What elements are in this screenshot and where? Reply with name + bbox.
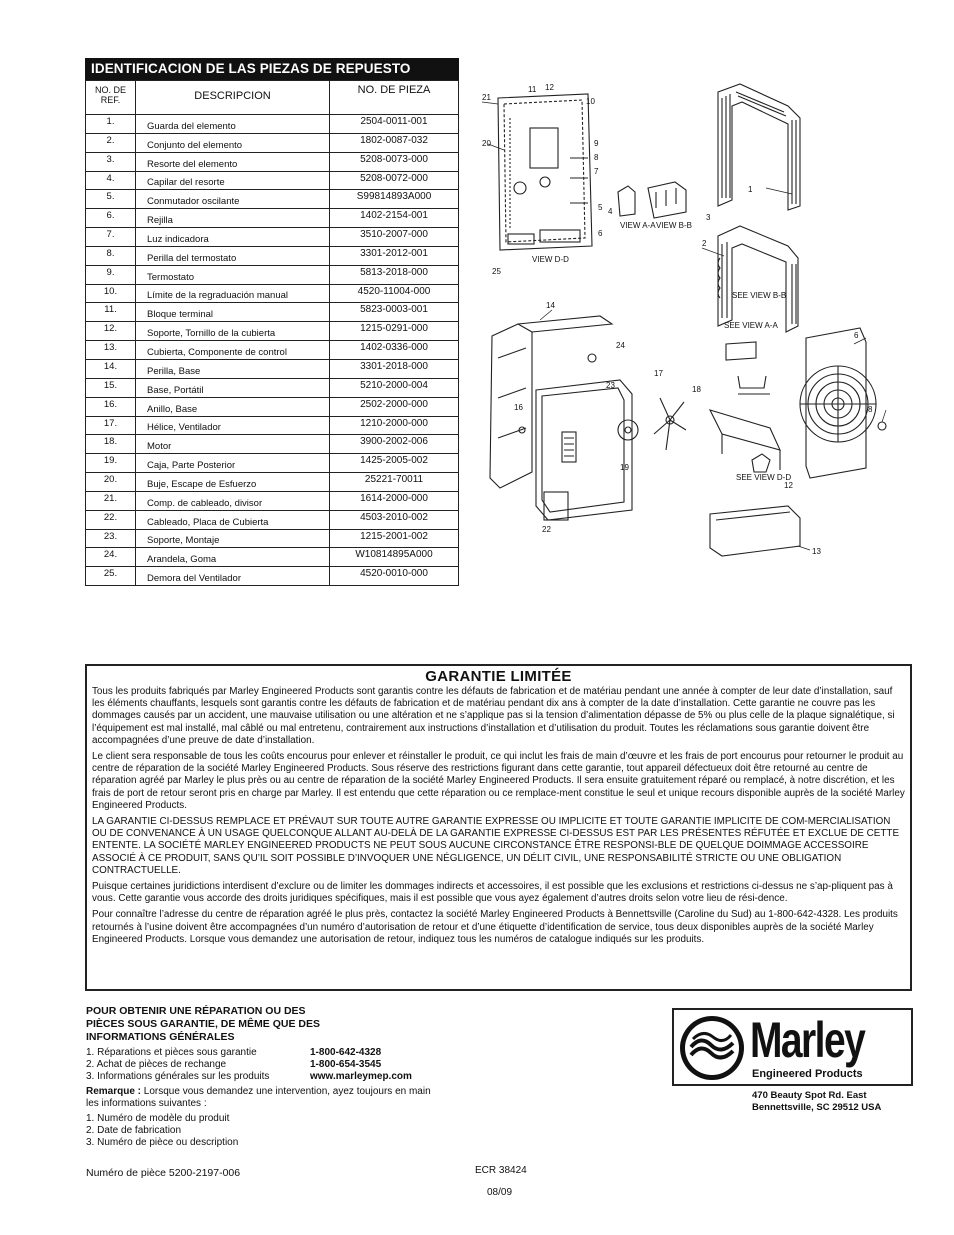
callout-24: 24 <box>616 341 625 350</box>
marley-logo <box>672 1008 913 1086</box>
callout-17: 17 <box>654 369 663 378</box>
description-cell: Capilar del resorte <box>136 171 330 190</box>
warranty-paragraph: Tous les produits fabriqués par Marley Engineered Products sont garantis contre les défauts de fabrication et de matériau pendant une année à compter de leur date d’installation, sauf les éléments chauffants, lesquels sont garantis contre les défauts de fabrication et de matériau pendant dix ans à compter de la date d’installation. Cette garantie ne couvre pas les dommages causés par un accident, une mauvaise utilisation ou une altération et ne s’applique pas si la tension d’alimentation dépasse de 5% ou plus celle de la plaque signalétique, si l’équipement est mal installé, mal câblé ou mal entretenu, contrairement aux instructions d’installation et d’utilisation du produit. Toutes les réclamations sous garantie doivent être accompagnées d’une preuve de date d’installation. <box>92 686 895 746</box>
parts-table-row <box>86 529 459 548</box>
service-heading-line2: PIÈCES SOUS GARANTIE, DE MÊME QUE DES <box>86 1018 320 1030</box>
marley-emblem-icon <box>677 1013 747 1083</box>
view-d-d-label: VIEW D-D <box>532 255 569 264</box>
parts-table-row <box>86 228 459 247</box>
description-cell: Rejilla <box>136 209 330 228</box>
part-number-cell: 1215-0291-000 <box>330 322 459 341</box>
parts-table-row <box>86 322 459 341</box>
ref-number-header-line1: NO. DE <box>94 85 126 95</box>
description-header: DESCRIPCION <box>136 81 330 115</box>
ref-number-cell: 25. <box>86 567 136 586</box>
part-number-header: NO. DE PIEZA <box>330 81 459 115</box>
parts-table-header-row <box>86 81 459 115</box>
description-cell: Resorte del elemento <box>136 152 330 171</box>
address-line2: Bennettsville, SC 29512 USA <box>752 1102 882 1113</box>
part-number-cell: 4520-11004-000 <box>330 284 459 303</box>
ref-number-cell: 23. <box>86 529 136 548</box>
remark-text: Lorsque vous demandez une intervention, ayez toujours en main les informations suivantes : <box>86 1086 431 1109</box>
ref-number-cell: 24. <box>86 548 136 567</box>
description-cell: Buje, Escape de Esfuerzo <box>136 473 330 492</box>
required-info-item: 2. Date de fabrication <box>86 1125 182 1136</box>
document-part-number: Numéro de pièce 5200-2197-006 <box>86 1167 241 1179</box>
callout-8: 8 <box>868 405 873 414</box>
contact-phone-warranty[interactable]: 1-800-642-4328 <box>310 1047 382 1058</box>
description-cell: Perilla, Base <box>136 359 330 378</box>
callout-21: 21 <box>482 93 491 102</box>
description-cell: Anillo, Base <box>136 397 330 416</box>
ref-number-cell: 10. <box>86 284 136 303</box>
callout-6-top: 6 <box>598 229 603 238</box>
callout-19: 19 <box>620 463 629 472</box>
service-info <box>86 1005 446 1149</box>
exploded-parts-diagram <box>470 58 910 598</box>
parts-table-row <box>86 397 459 416</box>
ref-number-cell: 11. <box>86 303 136 322</box>
parts-table-row <box>86 246 459 265</box>
required-info-item: 3. Numéro de pièce ou description <box>86 1137 239 1148</box>
see-view-d-d-label: SEE VIEW D-D <box>736 473 792 482</box>
callout-11: 11 <box>528 85 537 94</box>
ref-number-cell: 8. <box>86 246 136 265</box>
document-date: 08/09 <box>487 1187 513 1198</box>
callout-7: 7 <box>594 167 599 176</box>
description-cell: Conmutador oscilante <box>136 190 330 209</box>
parts-table-row <box>86 454 459 473</box>
ref-number-cell: 18. <box>86 435 136 454</box>
part-number-cell: 4520-0010-000 <box>330 567 459 586</box>
callout-3: 3 <box>706 213 711 222</box>
parts-table-title: IDENTIFICACION DE LAS PIEZAS DE REPUESTO <box>85 58 459 80</box>
ref-number-cell: 19. <box>86 454 136 473</box>
callout-6: 6 <box>854 331 859 340</box>
view-b-b-label: VIEW B-B <box>656 221 693 230</box>
parts-table-row <box>86 510 459 529</box>
parts-table <box>85 80 459 586</box>
description-cell: Base, Portátil <box>136 378 330 397</box>
ref-number-cell: 14. <box>86 359 136 378</box>
callout-16: 16 <box>514 403 523 412</box>
parts-table-row <box>86 133 459 152</box>
service-heading <box>86 1005 446 1044</box>
parts-table-row <box>86 435 459 454</box>
description-cell: Termostato <box>136 265 330 284</box>
parts-table-body <box>86 115 459 586</box>
callout-14: 14 <box>546 301 555 310</box>
parts-table-row <box>86 416 459 435</box>
ref-number-cell: 22. <box>86 510 136 529</box>
description-cell: Caja, Parte Posterior <box>136 454 330 473</box>
part-number-cell: 1402-0336-000 <box>330 341 459 360</box>
part-number-cell: 25221-70011 <box>330 473 459 492</box>
warranty-paragraph: Pour connaître l’adresse du centre de réparation agréé le plus près, contactez la société Marley Engineered Products à Bennettsville (Caroline du Sud) au 1-800-642-4328. Les produits retournés à l’usine doivent être accompagnées d’un numéro d’autorisation de retour et d’une étiquette d’identification de service, tous deux disponibles auprès de la société Marley Engineered Products. Lorsque vous demandez une autorisation de retour, indiquez tous les numéros de catalogue indiqués sur les produits. <box>92 909 898 945</box>
description-cell: Guarda del elemento <box>136 115 330 134</box>
service-heading-line3: INFORMATIONS GÉNÉRALES <box>86 1031 235 1043</box>
parts-table-row <box>86 473 459 492</box>
callout-1: 1 <box>748 185 753 194</box>
part-number-cell: 3301-2012-001 <box>330 246 459 265</box>
limited-warranty-box <box>85 664 912 991</box>
part-number-cell: 1614-2000-000 <box>330 491 459 510</box>
contact-row <box>86 1047 446 1059</box>
address-line1: 470 Beauty Spot Rd. East <box>752 1090 867 1101</box>
ref-number-cell: 2. <box>86 133 136 152</box>
control-box-outline <box>498 94 592 250</box>
description-cell: Bloque terminal <box>136 303 330 322</box>
description-cell: Hélice, Ventilador <box>136 416 330 435</box>
parts-table-row <box>86 265 459 284</box>
description-cell: Conjunto del elemento <box>136 133 330 152</box>
part-number-cell: 5208-0073-000 <box>330 152 459 171</box>
contact-row <box>86 1059 446 1071</box>
warranty-paragraph: Le client sera responsable de tous les coûts encourus pour enlever et réinstaller le produit, ce qui inclut les frais de main d’œuvre et les frais de port encourus pour retourner le produit au centre de réparation de la société Marley Engineered Products. Sous réserve des restrictions figurant dans cette garantie, tout appareil défectueux doit être retourné au centre de réparation agréé par Marley le plus près ou au centre de réparation de la société Marley Engineered Products. Il sera ensuite gratuitement réparé ou remplacé, à notre discrétion, et les frais de port de retour seront pris en charge par Marley. Il est entendu que cette réparation ou ce remplace-ment constitue le seul et unique recours disponible auprès de la société Marley Engineered Products. <box>92 751 905 811</box>
ref-number-cell: 3. <box>86 152 136 171</box>
company-address <box>752 1090 881 1114</box>
parts-table-row <box>86 567 459 586</box>
contact-phone-parts[interactable]: 1-800-654-3545 <box>310 1059 382 1070</box>
description-cell: Soporte, Tornillo de la cubierta <box>136 322 330 341</box>
description-cell: Luz indicadora <box>136 228 330 247</box>
ref-number-header-line2: REF. <box>100 95 121 105</box>
ref-number-cell: 4. <box>86 171 136 190</box>
callout-25: 25 <box>492 267 501 276</box>
callout-20: 20 <box>482 139 491 148</box>
part-number-cell: 1215-2001-002 <box>330 529 459 548</box>
description-cell: Perilla del termostato <box>136 246 330 265</box>
ref-number-cell: 9. <box>86 265 136 284</box>
part-number-cell: W10814895A000 <box>330 548 459 567</box>
logo-wordmark: Marley <box>750 1012 865 1068</box>
part-number-cell: 1210-2000-000 <box>330 416 459 435</box>
callout-10: 10 <box>586 97 595 106</box>
contact-label: 1. Réparations et pièces sous garantie <box>86 1047 257 1058</box>
parts-table-row <box>86 341 459 360</box>
ref-number-cell: 20. <box>86 473 136 492</box>
callout-22: 22 <box>542 525 551 534</box>
part-number-cell: 2504-0011-001 <box>330 115 459 134</box>
see-view-b-b-label: SEE VIEW B-B <box>732 291 787 300</box>
warranty-paragraph: LA GARANTIE CI-DESSUS REMPLACE ET PRÉVAUT SUR TOUTE AUTRE GARANTIE EXPRESSE OU IMPLICITE ET TOUTE GARANTIE IMPLICITE DE COM-MERCIALISATION OU DE CONVENANCE À UN USAGE QUELCONQUE ALLANT AU-DELÀ DE LA GARANTIE EXPRESSE CI-DESSUS EST PAR LES PRÉSENTES RÉFUTÉE ET EXCLUE DE CETTE ENTENTE. LA SOCIÉTÉ MARLEY ENGINEERED PRODUCTS NE PEUT SOUS AUCUNE CIRCONSTANCE ÊTRE RESPONSI-BLE DE QUELQUE DOIMMAGE ACCESSOIRE ASSOCIÉ À CE PRODUIT, SANS QU’IL SOIT POSSIBLE D’INVOQUER UNE NÉGLIGENCE, UN DÉLIT CIVIL, UNE RESPONSABILITÉ STRICTE OU UNE OBLIGATION CONTRACTUELLE. <box>92 816 900 876</box>
callout-2: 2 <box>702 239 707 248</box>
contact-row <box>86 1071 446 1083</box>
part-number-cell: 1802-0087-032 <box>330 133 459 152</box>
part-number-cell: 3900-2002-006 <box>330 435 459 454</box>
part-number-cell: 5210-2000-004 <box>330 378 459 397</box>
callout-12-top: 12 <box>545 83 554 92</box>
callout-5: 5 <box>598 203 603 212</box>
part-number-cell: 2502-2000-000 <box>330 397 459 416</box>
callout-4: 4 <box>608 207 613 216</box>
callout-18: 18 <box>692 385 701 394</box>
parts-table-row <box>86 115 459 134</box>
logo-subtitle: Engineered Products <box>752 1068 863 1080</box>
parts-table-row <box>86 359 459 378</box>
description-cell: Cubierta, Componente de control <box>136 341 330 360</box>
parts-table-row <box>86 152 459 171</box>
contact-label: 2. Achat de pièces de rechange <box>86 1059 227 1070</box>
required-info-list <box>86 1113 446 1149</box>
parts-table-row <box>86 209 459 228</box>
required-info-item: 1. Numéro de modèle du produit <box>86 1113 230 1124</box>
part-number-cell: 5208-0072-000 <box>330 171 459 190</box>
remark <box>86 1086 431 1110</box>
callout-9: 9 <box>594 139 599 148</box>
part-number-cell: 3510-2007-000 <box>330 228 459 247</box>
part-number-cell: 5813-2018-000 <box>330 265 459 284</box>
ecr-number: ECR 38424 <box>475 1165 527 1176</box>
parts-table-row <box>86 378 459 397</box>
ref-number-cell: 6. <box>86 209 136 228</box>
parts-table-row <box>86 284 459 303</box>
ref-number-cell: 1. <box>86 115 136 134</box>
callout-12: 12 <box>784 481 793 490</box>
see-view-a-a-label: SEE VIEW A-A <box>724 321 778 330</box>
callout-23: 23 <box>606 381 615 390</box>
description-cell: Motor <box>136 435 330 454</box>
callout-8-top: 8 <box>594 153 599 162</box>
warranty-title: GARANTIE LIMITÉE <box>425 668 572 685</box>
ref-number-cell: 15. <box>86 378 136 397</box>
description-cell: Comp. de cableado, divisor <box>136 491 330 510</box>
contact-label: 3. Informations générales sur les produits <box>86 1071 270 1082</box>
description-cell: Cableado, Placa de Cubierta <box>136 510 330 529</box>
description-cell: Arandela, Goma <box>136 548 330 567</box>
warranty-paragraph: Puisque certaines juridictions interdisent d’exclure ou de limiter les dommages indirects et accessoires, il est possible que les exclusions et restrictions ci-dessus ne s’ap-pliquent pas à vous. Cette garantie vous accorde des droits juridiques spécifiques, mais il est possible que vous ayez également d’autres droits selon votre lieu de rési-dence. <box>92 881 893 905</box>
ref-number-cell: 16. <box>86 397 136 416</box>
remark-label: Remarque : <box>86 1086 142 1097</box>
ref-number-cell: 7. <box>86 228 136 247</box>
part-number-cell: 4503-2010-002 <box>330 510 459 529</box>
ref-number-header <box>86 81 136 115</box>
ref-number-cell: 12. <box>86 322 136 341</box>
parts-table-row <box>86 303 459 322</box>
parts-table-row <box>86 190 459 209</box>
description-cell: Límite de la regraduación manual <box>136 284 330 303</box>
website-link[interactable]: www.marleymep.com <box>310 1071 412 1082</box>
part-number-cell: 3301-2018-000 <box>330 359 459 378</box>
callout-13: 13 <box>812 547 821 556</box>
view-a-a-label: VIEW A-A <box>620 221 656 230</box>
description-cell: Soporte, Montaje <box>136 529 330 548</box>
service-heading-line1: POUR OBTENIR UNE RÉPARATION OU DES <box>86 1005 306 1017</box>
ref-number-cell: 5. <box>86 190 136 209</box>
parts-table-row <box>86 171 459 190</box>
parts-table-row <box>86 491 459 510</box>
part-number-cell: 1402-2154-001 <box>330 209 459 228</box>
part-number-cell: 5823-0003-001 <box>330 303 459 322</box>
parts-table-section <box>85 58 459 586</box>
description-cell: Demora del Ventilador <box>136 567 330 586</box>
ref-number-cell: 13. <box>86 341 136 360</box>
part-number-cell: 1425-2005-002 <box>330 454 459 473</box>
ref-number-cell: 21. <box>86 491 136 510</box>
parts-table-row <box>86 548 459 567</box>
ref-number-cell: 17. <box>86 416 136 435</box>
part-number-cell: S99814893A000 <box>330 190 459 209</box>
